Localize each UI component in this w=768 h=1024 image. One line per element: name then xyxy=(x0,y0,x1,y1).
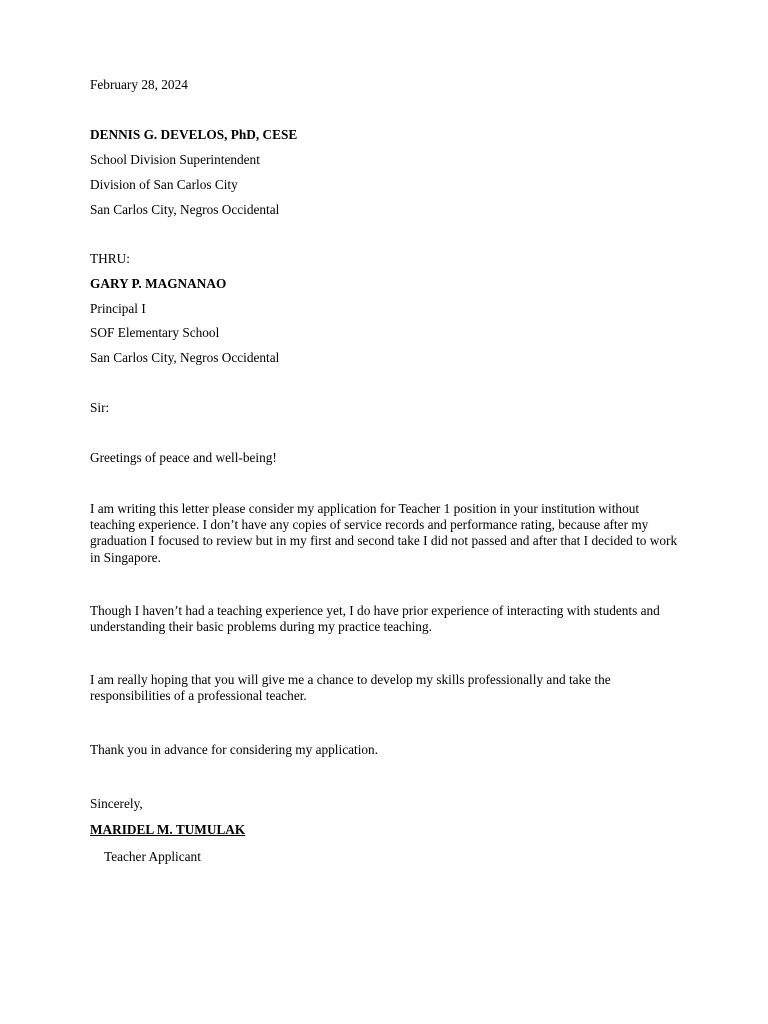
signatory-title: Teacher Applicant xyxy=(104,849,201,864)
thru-school: SOF Elementary School xyxy=(90,325,220,340)
body-paragraph-4: Thank you in advance for considering my application. xyxy=(90,742,379,757)
closing: Sincerely, xyxy=(90,796,143,811)
recipient-name: DENNIS G. DEVELOS, PhD, CESE xyxy=(90,127,298,142)
letter-date: February 28, 2024 xyxy=(90,77,188,92)
thru-name: GARY P. MAGNANAO xyxy=(90,276,227,291)
recipient-title: School Division Superintendent xyxy=(90,152,260,167)
greeting: Greetings of peace and well-being! xyxy=(90,450,277,465)
thru-label: THRU: xyxy=(90,251,130,266)
signatory-name: MARIDEL M. TUMULAK xyxy=(90,822,246,837)
thru-title: Principal I xyxy=(90,301,146,316)
recipient-office: Division of San Carlos City xyxy=(90,177,238,192)
salutation: Sir: xyxy=(90,400,110,415)
recipient-address: San Carlos City, Negros Occidental xyxy=(90,202,280,217)
body-paragraph-1: I am writing this letter please consider my application for Teacher 1 position in your institution without teaching experience. I don’t have any copies of service records and performance rating, because after my graduation I focused to review but in my first and second take I did not passed and after that I decided to work in Singapore. xyxy=(90,501,678,565)
thru-address: San Carlos City, Negros Occidental xyxy=(90,350,280,365)
body-paragraph-2: Though I haven’t had a teaching experience yet, I do have prior experience of interacting with students and understanding their basic problems during my practice teaching. xyxy=(90,603,660,635)
body-paragraph-3: I am really hoping that you will give me a chance to develop my skills professionally and take the responsibilities of a professional teacher. xyxy=(90,672,611,704)
